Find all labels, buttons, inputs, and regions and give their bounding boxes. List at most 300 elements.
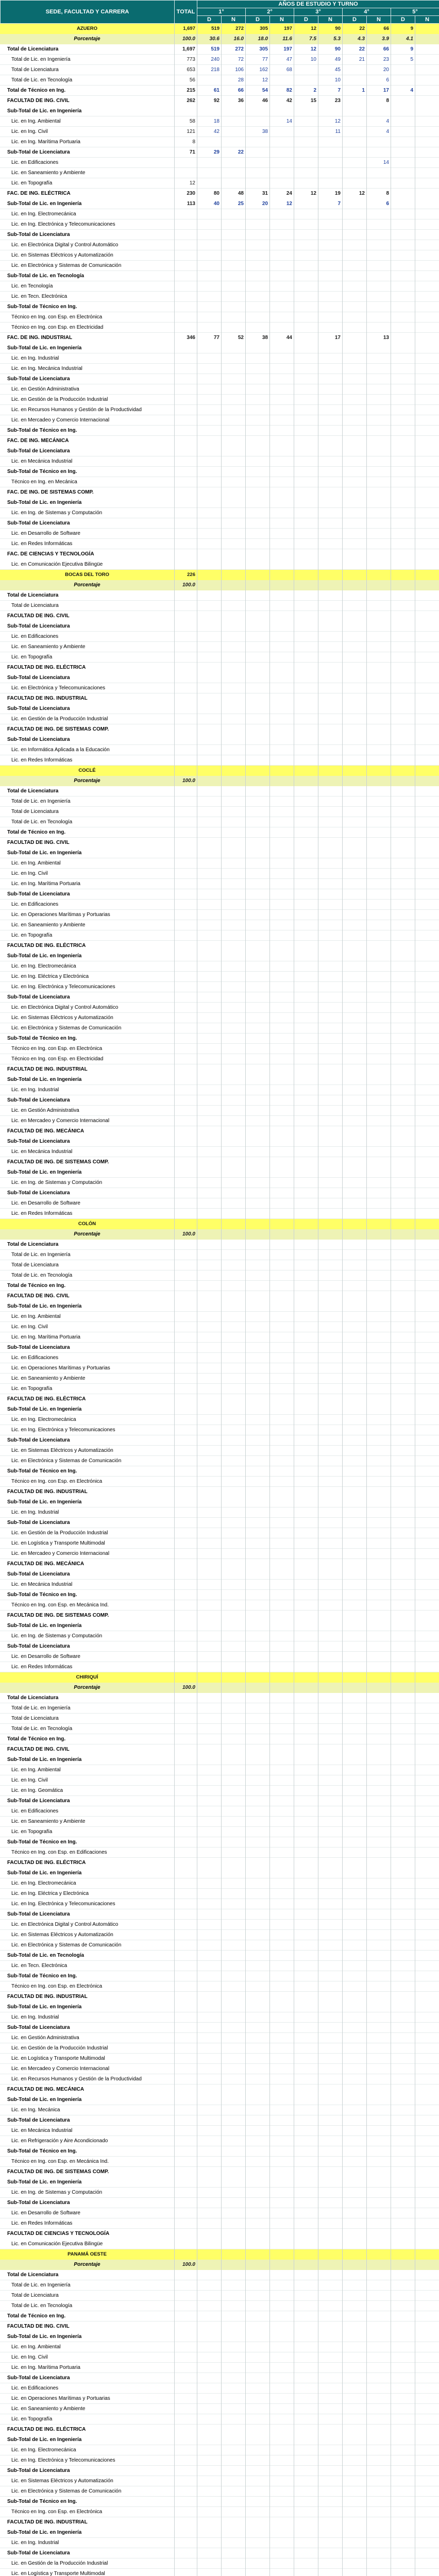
row-label: Sub-Total de Licenciatura	[7, 1798, 70, 1804]
total-cell: 1,697	[183, 26, 195, 31]
career-row	[0, 1827, 439, 1837]
subtotal-row	[0, 374, 439, 384]
career-row	[0, 1003, 439, 1013]
subtotal-row	[0, 1868, 439, 1878]
value-cell: 52	[238, 335, 244, 341]
row-label: Lic. en Ing. Industrial	[11, 355, 59, 361]
career-row	[0, 930, 439, 941]
career-row	[0, 1507, 439, 1518]
row-label: Técnico en Ing. con Esp. en Electrónica	[11, 2509, 103, 2515]
value-cell: 197	[284, 26, 292, 31]
row-label: Lic. en Topografía	[11, 654, 53, 660]
row-label: Sub-Total de Lic. en Ingeniería	[7, 2179, 82, 2185]
row-label: Porcentaje	[74, 2262, 100, 2267]
row-label: Lic. en Topografía	[11, 933, 53, 938]
row-label: Lic. en Ing. Ambiental	[11, 1767, 61, 1773]
value-cell: 54	[262, 88, 268, 93]
row-label: Lic. en Logística y Transporte Multimodal	[11, 1540, 105, 1546]
faculty-row	[0, 96, 439, 106]
faculty-row	[0, 487, 439, 498]
row-label: Total de Técnico en Ing.	[7, 829, 66, 835]
career-row	[0, 261, 439, 271]
row-label: Lic. en Informática Aplicada a la Educación	[11, 747, 110, 753]
value-cell: 106	[235, 67, 244, 73]
row-label: Técnico en Ing. con Esp. en Edificaciones	[11, 1850, 107, 1855]
career-row	[0, 250, 439, 261]
header-turn: N	[415, 16, 439, 24]
value-cell: 305	[260, 26, 268, 31]
value-cell: 92	[213, 98, 220, 104]
row-label: Lic. en Ing. Ambiental	[11, 1314, 61, 1319]
row-label: Sub-Total de Licenciatura	[7, 2375, 70, 2381]
subtotal-row	[0, 827, 439, 838]
row-label: Técnico en Ing. con Esp. en Electrónica	[11, 1046, 103, 1052]
career-row	[0, 1250, 439, 1260]
row-label: Lic. en Desarrollo de Software	[11, 1200, 80, 1206]
row-label: Lic. en Edificaciones	[11, 160, 59, 165]
subtotal-row	[0, 1435, 439, 1446]
career-row	[0, 209, 439, 219]
career-row	[0, 2352, 439, 2363]
total-cell: 1,697	[182, 46, 195, 52]
row-label: FACULTAD DE ING. ELÉCTRICA	[7, 943, 86, 948]
value-cell: 30.6	[209, 36, 220, 42]
value-cell: 4.1	[406, 36, 413, 42]
value-cell: 7	[337, 88, 341, 93]
subtotal-row	[0, 1343, 439, 1353]
value-cell: 23	[334, 98, 341, 104]
value-cell: 7	[337, 201, 341, 207]
faculty-row	[0, 2167, 439, 2177]
row-label: Lic. en Mercadeo y Comercio Internacional	[11, 417, 110, 423]
row-label: FAC. DE CIENCIAS Y TECNOLOGÍA	[7, 551, 94, 557]
row-label: Total de Técnico en Ing.	[7, 88, 66, 93]
table-body	[0, 24, 439, 2576]
total-cell: 773	[187, 57, 195, 62]
career-row	[0, 1817, 439, 1827]
header-turn: N	[318, 16, 343, 24]
subtotal-row	[0, 86, 439, 96]
career-row	[0, 1930, 439, 1940]
row-label: Sub-Total de Lic. en Ingeniería	[7, 1406, 82, 1412]
value-cell: 162	[259, 67, 268, 73]
row-label: Total de Lic. en Tecnología	[11, 819, 73, 825]
value-cell: 13	[383, 335, 389, 341]
career-row	[0, 683, 439, 693]
subtotal-row	[0, 1951, 439, 1961]
subtotal-row	[0, 2177, 439, 2188]
subtotal-row	[0, 1033, 439, 1044]
row-label: Sub-Total de Licenciatura	[7, 1190, 70, 1196]
row-label: Lic. en Gestión de la Producción Industrial	[11, 716, 108, 722]
value-cell: 31	[262, 191, 268, 196]
career-row	[0, 1549, 439, 1559]
row-label: Lic. en Tecnología	[11, 283, 53, 289]
subtotal-row	[0, 518, 439, 529]
faculty-row	[0, 1157, 439, 1167]
faculty-row	[0, 1064, 439, 1075]
row-label: FACULTAD DE ING. CIVIL	[7, 2324, 70, 2329]
subtotal-row	[0, 271, 439, 281]
row-label: Sub-Total de Licenciatura	[7, 1437, 70, 1443]
row-label: Lic. en Sistemas Eléctricos y Automatización	[11, 2478, 113, 2484]
total-cell: 262	[187, 98, 195, 104]
subtotal-row	[0, 2002, 439, 2012]
header-turn: D	[246, 16, 270, 24]
subtotal-row	[0, 2146, 439, 2157]
value-cell: 272	[235, 46, 244, 52]
career-row	[0, 65, 439, 75]
row-label: Lic. en Recursos Humanos y Gestión de la Productividad	[11, 2076, 142, 2082]
percent-row	[0, 2260, 439, 2270]
row-label: Sub-Total de Lic. en Ingeniería	[7, 953, 82, 959]
percent-row	[0, 1683, 439, 1693]
total-cell: 653	[187, 67, 195, 73]
row-label: Sub-Total de Técnico en Ing.	[7, 1839, 77, 1845]
row-label: Lic. en Saneamiento y Ambiente	[11, 644, 86, 650]
row-label: Lic. en Ing. Eléctrica y Electrónica	[11, 1891, 89, 1896]
career-row	[0, 312, 439, 323]
row-label: Lic. en Ing. Marítima Portuaria	[11, 2365, 80, 2370]
career-row	[0, 2043, 439, 2054]
career-row	[0, 1270, 439, 1281]
header-year-3: 3°	[294, 8, 343, 16]
faculty-row	[0, 663, 439, 673]
row-label: Sub-Total de Técnico en Ing.	[7, 304, 77, 310]
value-cell: 18.0	[258, 36, 268, 42]
row-label: Total de Licenciatura	[11, 1716, 59, 1721]
value-cell: 66	[238, 88, 244, 93]
faculty-row	[0, 724, 439, 735]
value-cell: 14	[383, 160, 389, 165]
row-label: Lic. en Ing. Mecánica	[11, 2107, 60, 2113]
row-label: Sub-Total de Técnico en Ing.	[7, 1036, 77, 1041]
value-cell: 10	[310, 57, 316, 62]
row-label: Total de Licenciatura	[7, 788, 59, 794]
row-label: Lic. en Mercadeo y Comercio Internacional	[11, 2066, 110, 2072]
row-label: Lic. en Tecn. Electrónica	[11, 1963, 67, 1969]
value-cell: 80	[213, 191, 220, 196]
total-cell: 71	[189, 149, 195, 155]
total-cell: 100.0	[182, 582, 195, 588]
row-label: Técnico en Ing. con Esp. en Electricidad	[11, 1056, 104, 1062]
row-label: Sub-Total de Licenciatura	[7, 520, 70, 526]
value-cell: 90	[334, 46, 341, 52]
row-label: Sub-Total de Lic. en Ingeniería	[7, 2097, 82, 2103]
row-label: FACULTAD DE ING. DE SISTEMAS COMP.	[7, 1159, 109, 1165]
career-row	[0, 2280, 439, 2291]
value-cell: 22	[238, 149, 244, 155]
header-turn: D	[391, 16, 415, 24]
subtotal-row	[0, 1095, 439, 1106]
row-label: Total de Lic. en Ingeniería	[11, 2282, 71, 2288]
value-cell: 4.3	[358, 36, 365, 42]
row-label: Sub-Total de Licenciatura	[7, 448, 70, 454]
subtotal-row	[0, 343, 439, 353]
subtotal-row	[0, 426, 439, 436]
career-row	[0, 2394, 439, 2404]
sede-row	[0, 766, 439, 776]
subtotal-row	[0, 951, 439, 961]
value-cell: 4	[386, 129, 389, 134]
row-label: Sub-Total de Lic. en Ingeniería	[7, 1870, 82, 1876]
value-cell: 6	[386, 201, 389, 207]
value-cell: 8	[386, 98, 389, 104]
row-label: Lic. en Ing. Industrial	[11, 2540, 59, 2546]
subtotal-row	[0, 1167, 439, 1178]
career-row	[0, 1456, 439, 1466]
total-cell: 100.0	[182, 1685, 195, 1690]
row-label: Lic. en Topografía	[11, 1829, 53, 1835]
value-cell: 38	[262, 335, 268, 341]
value-cell: 77	[262, 57, 268, 62]
career-row	[0, 2507, 439, 2517]
career-row	[0, 1765, 439, 1775]
row-label: FAC. DE ING. ELÉCTRICA	[7, 191, 71, 196]
career-row	[0, 395, 439, 405]
row-label: Sub-Total de Lic. en Ingeniería	[7, 108, 82, 114]
row-label: Sub-Total de Licenciatura	[7, 706, 70, 711]
value-cell: 68	[286, 67, 292, 73]
career-row	[0, 219, 439, 230]
value-cell: 24	[286, 191, 292, 196]
row-label: Técnico en Ing. con Esp. en Electrónica	[11, 314, 103, 320]
career-row	[0, 714, 439, 724]
value-cell: 21	[359, 57, 365, 62]
career-row	[0, 1023, 439, 1033]
table-header	[0, 0, 439, 24]
subtotal-row	[0, 498, 439, 508]
row-label: Lic. en Sistemas Eléctricos y Automatización	[11, 1015, 113, 1021]
row-label: Técnico en Ing. en Mecánica	[11, 479, 77, 485]
row-label: FACULTAD DE ING. INDUSTRIAL	[7, 1489, 88, 1495]
row-label: Lic. en Edificaciones	[11, 2385, 59, 2391]
career-row	[0, 900, 439, 910]
header-year-1: 1°	[197, 8, 246, 16]
value-cell: 22	[359, 46, 365, 52]
row-label: Sub-Total de Lic. en Ingeniería	[7, 1757, 82, 1762]
subtotal-row	[0, 2311, 439, 2321]
career-row	[0, 1260, 439, 1270]
career-row	[0, 127, 439, 137]
row-label: Lic. en Edificaciones	[11, 902, 59, 907]
subtotal-row	[0, 2373, 439, 2383]
row-label: Lic. en Ing. Ambiental	[11, 860, 61, 866]
career-row	[0, 1353, 439, 1363]
subtotal-row	[0, 2332, 439, 2342]
career-row	[0, 2383, 439, 2394]
total-cell: 230	[187, 191, 195, 196]
row-label: Lic. en Ing. Marítima Portuaria	[11, 881, 80, 887]
row-label: Lic. en Ing. Eléctrica y Electrónica	[11, 974, 89, 979]
value-cell: 66	[383, 26, 389, 31]
faculty-row	[0, 838, 439, 848]
faculty-row	[0, 941, 439, 951]
faculty-row	[0, 1291, 439, 1301]
career-row	[0, 1631, 439, 1641]
row-label: Lic. en Gestión Administrativa	[11, 2035, 79, 2041]
row-label: FACULTAD DE CIENCIAS Y TECNOLOGÍA	[7, 2231, 110, 2236]
subtotal-row	[0, 2198, 439, 2208]
header-turn: D	[343, 16, 367, 24]
row-label: Técnico en Ing. con Esp. en Mecánica Ind.	[11, 2159, 109, 2164]
career-row	[0, 1662, 439, 1672]
career-row	[0, 642, 439, 652]
career-row	[0, 652, 439, 663]
career-row	[0, 2064, 439, 2074]
value-cell: 49	[334, 57, 341, 62]
percent-row	[0, 1229, 439, 1240]
value-cell: 6	[386, 77, 389, 83]
faculty-row	[0, 2517, 439, 2528]
total-cell: 100.0	[182, 2262, 195, 2267]
row-label: FACULTAD DE ING. DE SISTEMAS COMP.	[7, 2169, 109, 2175]
career-row	[0, 2455, 439, 2466]
career-row	[0, 178, 439, 189]
row-label: FACULTAD DE ING. CIVIL	[7, 1747, 70, 1752]
value-cell: 14	[286, 118, 292, 124]
value-cell: 305	[259, 46, 268, 52]
career-row	[0, 1044, 439, 1054]
career-row	[0, 116, 439, 127]
row-label: Lic. en Ing. Electrónica y Telecomunicaciones	[11, 1427, 115, 1433]
value-cell: 20	[262, 201, 268, 207]
subtotal-row	[0, 2548, 439, 2558]
total-cell: 100.0	[182, 1231, 195, 1237]
faculty-row	[0, 1858, 439, 1868]
row-label: Lic. en Tecn. Electrónica	[11, 294, 67, 299]
career-row	[0, 1528, 439, 1538]
career-row	[0, 2239, 439, 2249]
sede-row	[0, 2249, 439, 2260]
total-cell: 12	[189, 180, 195, 186]
row-label: Lic. en Mecánica Industrial	[11, 459, 73, 464]
career-row	[0, 1425, 439, 1435]
career-row	[0, 1209, 439, 1219]
row-label: Lic. en Ing. Civil	[11, 1777, 48, 1783]
row-label: Lic. en Gestión de la Producción Industrial	[11, 1530, 108, 1536]
faculty-row	[0, 693, 439, 704]
row-label: Lic. en Ing. Civil	[11, 129, 48, 134]
total-cell: 226	[187, 572, 195, 578]
row-label: Lic. en Ing. de Sistemas y Computación	[11, 510, 103, 516]
row-label: Sub-Total de Licenciatura	[7, 2025, 70, 2030]
row-label: Lic. en Comunicación Ejecutiva Bilingüe	[11, 2241, 103, 2247]
row-label: FACULTAD DE ING. MECÁNICA	[7, 2087, 85, 2092]
row-label: Lic. en Electrónica Digital y Control Automático	[11, 1922, 119, 1927]
row-label: Lic. en Operaciones Marítimas y Portuarias	[11, 1365, 110, 1371]
total-cell: 100.0	[182, 36, 195, 42]
row-label: Lic. en Gestión de la Producción Industrial	[11, 2561, 108, 2566]
subtotal-row	[0, 302, 439, 312]
value-cell: 9	[410, 26, 413, 31]
row-label: Sub-Total de Lic. en Ingeniería	[7, 1303, 82, 1309]
subtotal-row	[0, 1837, 439, 1848]
row-label: Lic. en Ing. Civil	[11, 2354, 48, 2360]
value-cell: 4	[386, 118, 389, 124]
row-label: Lic. en Electrónica Digital y Control Automático	[11, 1005, 119, 1010]
value-cell: 197	[283, 46, 292, 52]
column-divider	[366, 24, 367, 2576]
subtotal-row	[0, 44, 439, 55]
faculty-row	[0, 436, 439, 446]
total-cell: 58	[189, 118, 195, 124]
career-row	[0, 1714, 439, 1724]
career-row	[0, 1538, 439, 1549]
row-label: Lic. en Saneamiento y Ambiente	[11, 922, 86, 928]
career-row	[0, 1116, 439, 1126]
header-turn: N	[270, 16, 294, 24]
subtotal-row	[0, 2115, 439, 2126]
row-label: Lic. en Desarrollo de Software	[11, 1654, 80, 1659]
row-label: BOCAS DEL TORO	[65, 572, 109, 578]
row-label: FAC. DE ING. MECÁNICA	[7, 438, 69, 444]
subtotal-row	[0, 1641, 439, 1652]
career-row	[0, 1374, 439, 1384]
row-label: Lic. en Electrónica y Sistemas de Comunicación	[11, 2488, 122, 2494]
row-label: Lic. en Topografía	[11, 2416, 53, 2422]
row-label: Lic. en Ing. Electromecánica	[11, 1417, 76, 1422]
row-label: Lic. en Ing. de Sistemas y Computación	[11, 1180, 103, 1185]
row-label: Sub-Total de Licenciatura	[7, 675, 70, 681]
faculty-row	[0, 1992, 439, 2002]
row-label: Lic. en Edificaciones	[11, 1355, 59, 1361]
row-label: Lic. en Topografía	[11, 1386, 53, 1392]
faculty-row	[0, 611, 439, 621]
row-label: Total de Lic. en Ingeniería	[11, 1252, 71, 1258]
faculty-row	[0, 2084, 439, 2095]
subtotal-row	[0, 1404, 439, 1415]
row-label: Lic. en Desarrollo de Software	[11, 531, 80, 536]
row-label: FACULTAD DE ING. MECÁNICA	[7, 1561, 85, 1567]
row-label: FACULTAD DE ING. CIVIL	[7, 613, 70, 619]
row-label: FACULTAD DE ING. INDUSTRIAL	[7, 2519, 88, 2525]
value-cell: 22	[359, 26, 365, 31]
career-row	[0, 1085, 439, 1095]
value-cell: 17	[334, 335, 341, 341]
row-label: FACULTAD DE ING. ELÉCTRICA	[7, 1860, 86, 1866]
row-label: Sub-Total de Lic. en Ingeniería	[7, 1170, 82, 1175]
career-row	[0, 601, 439, 611]
value-cell: 12	[359, 191, 365, 196]
career-row	[0, 1384, 439, 1394]
career-row	[0, 353, 439, 364]
row-label: Lic. en Desarrollo de Software	[11, 2210, 80, 2216]
subtotal-row	[0, 1909, 439, 1920]
career-row	[0, 1147, 439, 1157]
row-label: Total de Lic. en Tecnología	[11, 2303, 73, 2309]
subtotal-row	[0, 704, 439, 714]
faculty-row	[0, 1394, 439, 1404]
row-label: Lic. en Ing. Industrial	[11, 1087, 59, 1093]
row-label: Lic. en Operaciones Marítimas y Portuarias	[11, 912, 110, 918]
career-row	[0, 1332, 439, 1343]
row-label: Sub-Total de Técnico en Ing.	[7, 1973, 77, 1979]
row-label: FACULTAD DE ING. MECÁNICA	[7, 1128, 85, 1134]
value-cell: 16.0	[233, 36, 244, 42]
percent-row	[0, 34, 439, 44]
row-label: Sub-Total de Técnico en Ing.	[7, 1468, 77, 1474]
career-row	[0, 2218, 439, 2229]
career-row	[0, 2414, 439, 2425]
row-label: Total de Lic. en Tecnología	[11, 77, 73, 83]
row-label: Técnico en Ing. con Esp. en Electricidad	[11, 325, 104, 330]
row-label: Sub-Total de Licenciatura	[7, 149, 70, 155]
row-label: Lic. en Saneamiento y Ambiente	[11, 1819, 86, 1824]
row-label: Lic. en Refrigeración y Aire Acondicionado	[11, 2138, 108, 2144]
subtotal-row	[0, 1466, 439, 1477]
career-row	[0, 477, 439, 487]
